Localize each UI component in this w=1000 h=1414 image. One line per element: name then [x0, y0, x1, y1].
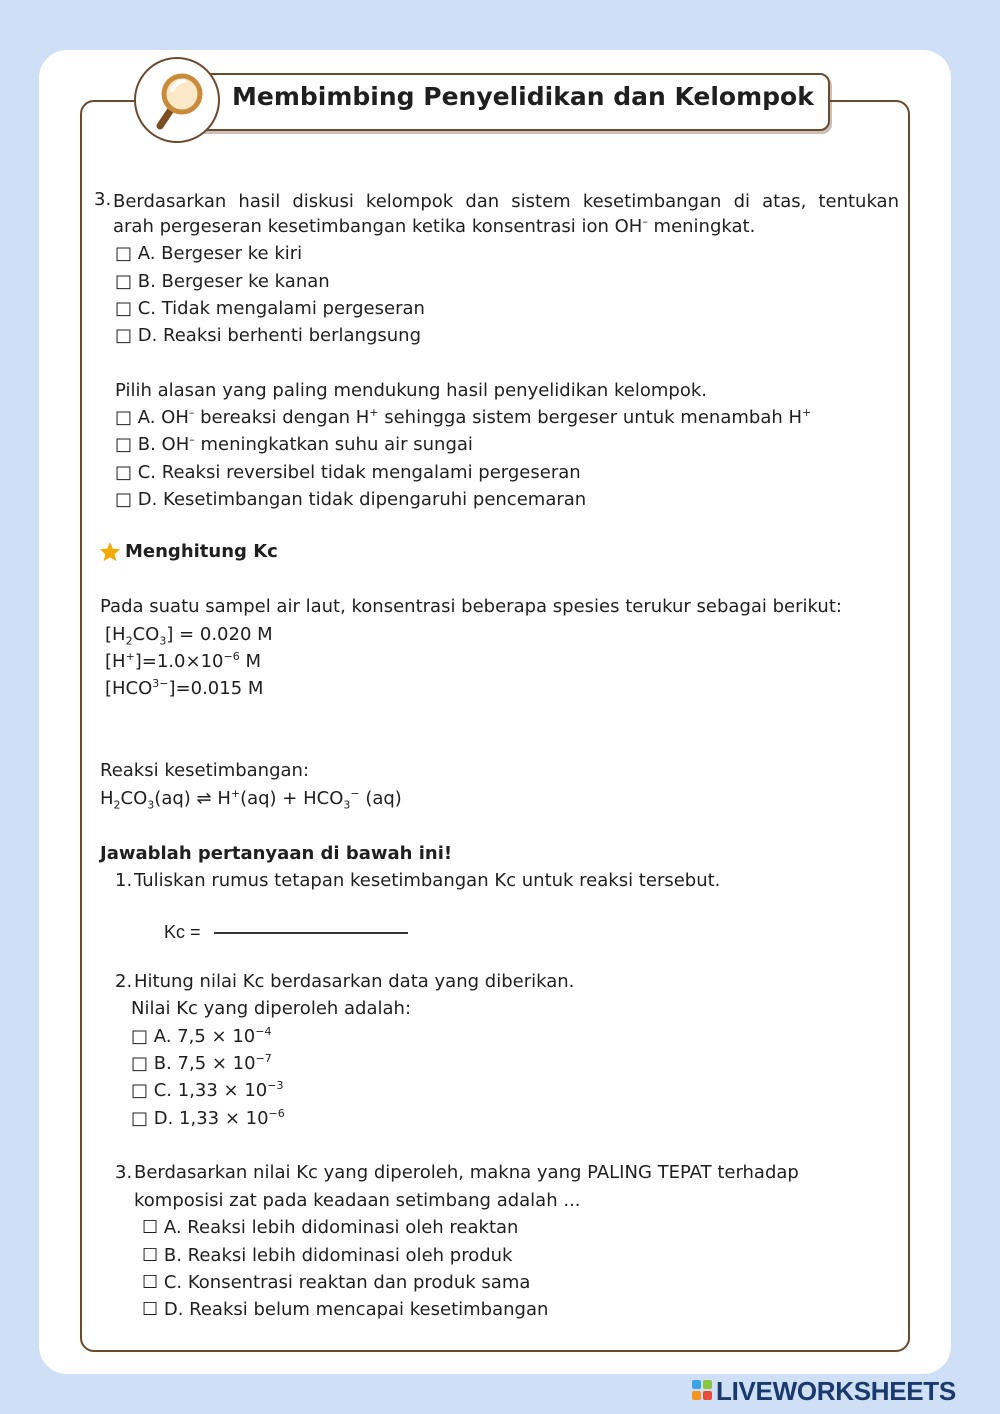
star-icon [99, 541, 121, 562]
reaction-equation: $H_2CO_3(aq)$ ⇌ $H^+(aq) + HCO_3^-$ (aq) [100, 787, 402, 812]
kc-option-c[interactable]: □ C. $1,33 \times 10^{-3}$ [131, 1079, 284, 1101]
meaning-option-d[interactable]: ☐ D. Reaksi belum mencapai kesetimbangan [142, 1299, 549, 1320]
kc-option-a[interactable]: □ A. $7,5 \times 10^{-4}$ [131, 1025, 272, 1047]
question-3-text-cont: komposisi zat pada keadaan setimbang adalah ... [134, 1190, 581, 1211]
question-1-text: Tuliskan rumus tetapan kesetimbangan Kc untuk reaksi tersebut. [134, 870, 721, 891]
option-b[interactable]: □ B. Bergeser ke kanan [115, 271, 330, 292]
reason-option-c[interactable]: □ C. Reaksi reversibel tidak mengalami pergeseran [115, 462, 581, 483]
reason-option-d[interactable]: □ D. Kesetimbangan tidak dipengaruhi pencemaran [115, 489, 587, 510]
meaning-option-a[interactable]: ☐ A. Reaksi lebih didominasi oleh reaktan [142, 1217, 519, 1238]
option-a[interactable]: □ A. Bergeser ke kiri [115, 243, 303, 264]
kc-option-d[interactable]: □ D. $1,33 \times 10^{-6}$ [131, 1107, 285, 1129]
reason-option-a[interactable]: □ A. OH– bereaksi dengan H+ sehingga sistem bergeser untuk menambah H+ [115, 406, 812, 428]
brand-name: LIVEWORKSHEETS [716, 1376, 956, 1406]
meaning-option-b[interactable]: ☐ B. Reaksi lebih didominasi oleh produk [142, 1245, 513, 1266]
magnifier-badge [134, 57, 220, 143]
instruction: Jawablah pertanyaan di bawah ini! [100, 843, 453, 864]
kc-option-b[interactable]: □ B. $7,5 \times 10^{-7}$ [131, 1052, 272, 1074]
reason-prompt: Pilih alasan yang paling mendukung hasil penyelidikan kelompok. [115, 380, 707, 401]
meaning-option-c[interactable]: ☐ C. Konsentrasi reaktan dan produk sama [142, 1272, 531, 1293]
magnifier-icon [152, 72, 206, 132]
concentration-h2co3: $[H_2CO_3] = 0.020$ M [105, 624, 273, 648]
question-number: 3. [94, 189, 112, 210]
question-number: 1. [115, 870, 133, 891]
page-title: Membimbing Penyelidikan dan Kelompok [232, 82, 814, 111]
question-2-subtext: Nilai Kc yang diperoleh adalah: [131, 998, 412, 1019]
reason-option-b[interactable]: □ B. OH– meningkatkan suhu air sungai [115, 433, 473, 455]
kc-answer-blank[interactable] [214, 932, 408, 934]
kc-label: Kc = [164, 922, 201, 942]
concentration-hco3: $[HCO^{3-}]=0.015$ M [105, 677, 264, 699]
concentration-h: $[H^+]=1.0\times 10^{-6}$ M [105, 650, 261, 672]
question-3-text: Berdasarkan nilai Kc yang diperoleh, makna yang PALING TEPAT terhadap [134, 1162, 799, 1183]
intro-text: Pada suatu sampel air laut, konsentrasi beberapa spesies terukur sebagai berikut: [100, 596, 842, 617]
option-d[interactable]: □ D. Reaksi berhenti berlangsung [115, 325, 421, 346]
question-text: Berdasarkan hasil diskusi kelompok dan sistem kesetimbangan di atas, tentukan [113, 191, 899, 212]
question-number: 3. [115, 1162, 133, 1183]
question-2-text: Hitung nilai Kc berdasarkan data yang diberikan. [134, 971, 575, 992]
question-text-cont: arah pergeseran kesetimbangan ketika konsentrasi ion OH– meningkat. [113, 215, 756, 237]
option-c[interactable]: □ C. Tidak mengalami pergeseran [115, 298, 425, 319]
reaction-label: Reaksi kesetimbangan: [100, 760, 310, 781]
liveworksheets-logo-icon [692, 1380, 712, 1400]
question-number: 2. [115, 971, 133, 992]
section-heading: Menghitung Kc [125, 541, 278, 562]
